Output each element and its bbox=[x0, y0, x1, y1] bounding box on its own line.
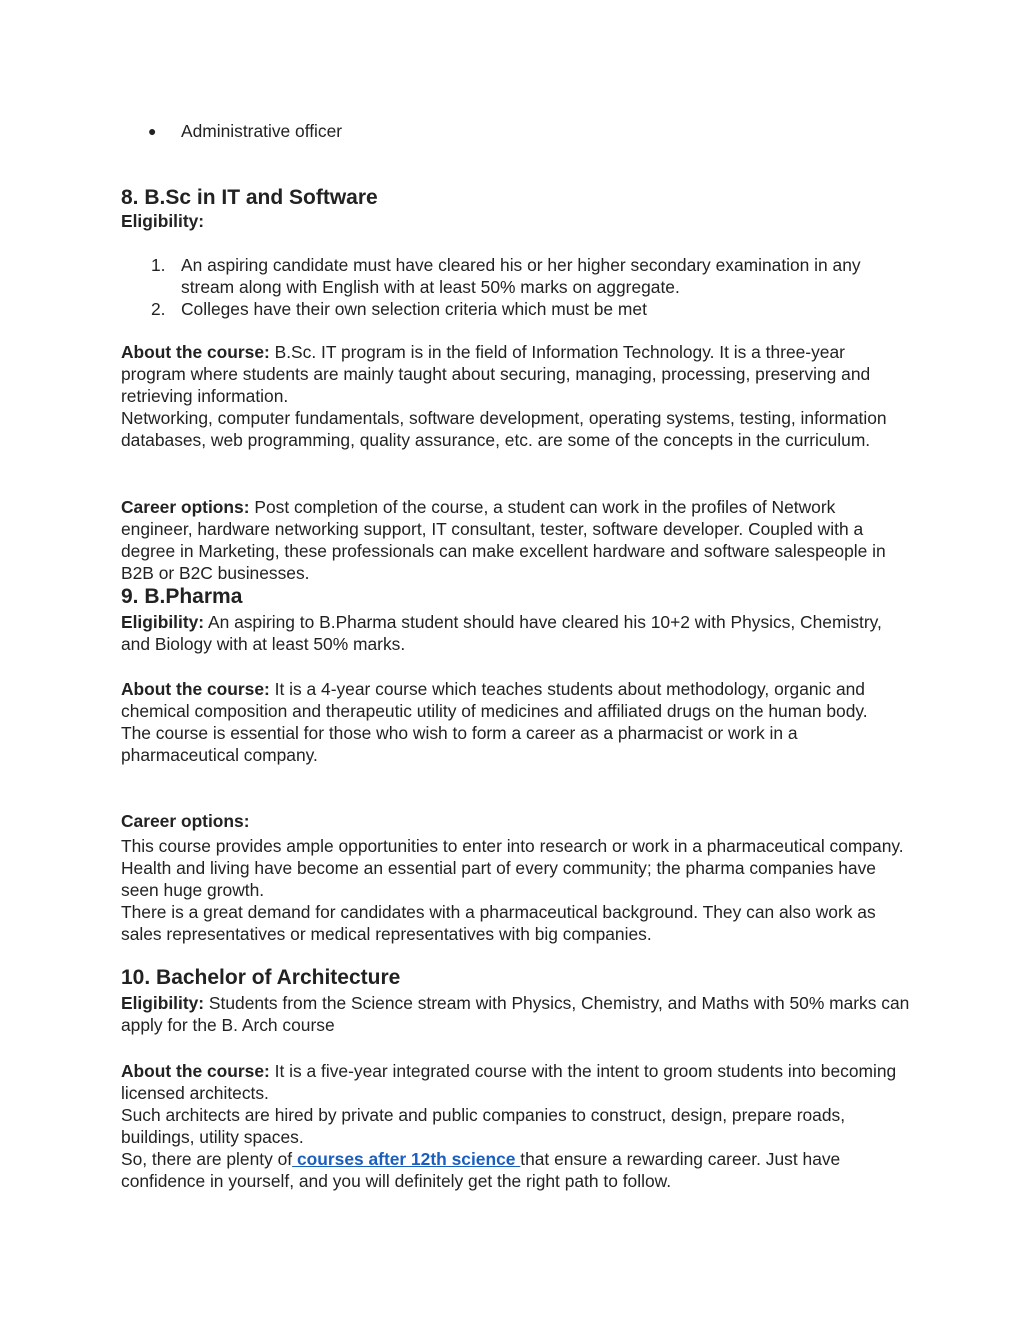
section-heading-bpharma: 9. B.Pharma bbox=[121, 585, 243, 608]
about-course-text: It is a 4-year course which teaches students about methodology, organic and chemical composition and therapeutic utility of medicines and affiliated drugs on the human body. bbox=[121, 679, 868, 721]
bullet-icon: ● bbox=[148, 123, 157, 139]
eligibility-label: Eligibility: bbox=[121, 993, 205, 1013]
about-course-label: About the course: bbox=[121, 679, 270, 699]
list-number: 2. bbox=[151, 299, 166, 319]
eligibility-text: An aspiring to B.Pharma student should have cleared his 10+2 with Physics, Chemistry, and Biology with at least 50% marks. bbox=[121, 612, 882, 654]
career-options-paragraph bbox=[121, 496, 911, 584]
career-options-paragraph bbox=[121, 835, 911, 945]
closing-text-after: that ensure a rewarding career. Just have confidence in yourself, and you will definitely get the right path to follow. bbox=[121, 1149, 841, 1191]
about-course-paragraph bbox=[121, 341, 911, 451]
eligibility-text: Students from the Science stream with Physics, Chemistry, and Maths with 50% marks can apply for the B. Arch course bbox=[121, 993, 910, 1035]
career-options-text-1: This course provides ample opportunities to enter into research or work in a pharmaceutical company. bbox=[121, 836, 904, 856]
eligibility-label: Eligibility: bbox=[121, 612, 205, 632]
about-course-text: It is a five-year integrated course with the intent to groom students into becoming licensed architects. bbox=[121, 1061, 897, 1103]
list-item-text: Administrative officer bbox=[181, 121, 343, 141]
about-course-text-2: Such architects are hired by private and public companies to construct, design, prepare roads, buildings, utility spaces. bbox=[121, 1105, 846, 1147]
about-course-text: B.Sc. IT program is in the field of Information Technology. It is a three-year program where students are mainly taught about securing, managing, processing, preserving and retrieving information. bbox=[121, 342, 871, 406]
closing-text-before: So, there are plenty of bbox=[121, 1149, 293, 1169]
section-heading-bsc-it: 8. B.Sc in IT and Software bbox=[121, 186, 378, 209]
eligibility-paragraph bbox=[121, 992, 911, 1036]
list-item-text: Colleges have their own selection criteria which must be met bbox=[181, 299, 647, 319]
about-course-label: About the course: bbox=[121, 342, 270, 362]
about-course-paragraph bbox=[121, 678, 911, 766]
career-options-text: Post completion of the course, a student can work in the profiles of Network engineer, hardware networking support, IT consultant, tester, software developer. Coupled with a degree in Marketing, these professionals can make excellent hardware and software salespeople in B2B or B2C businesses. bbox=[121, 497, 886, 583]
about-course-label: About the course: bbox=[121, 1061, 270, 1081]
about-course-text-2: Networking, computer fundamentals, software development, operating systems, testing, information databases, web programming, quality assurance, etc. are some of the concepts in the curriculum. bbox=[121, 408, 887, 450]
about-course-text-2: The course is essential for those who wish to form a career as a pharmacist or work in a pharmaceutical company. bbox=[121, 723, 798, 765]
career-options-label: Career options: bbox=[121, 497, 250, 517]
about-course-paragraph bbox=[121, 1060, 911, 1192]
section-heading-architecture: 10. Bachelor of Architecture bbox=[121, 966, 401, 989]
career-options-label: Career options: bbox=[121, 811, 250, 831]
closing-paragraph bbox=[121, 1148, 911, 1192]
list-item-text: An aspiring candidate must have cleared his or her higher secondary examination in any stream along with English with at least 50% marks on aggregate. bbox=[181, 255, 861, 297]
list-number: 1. bbox=[151, 255, 166, 275]
courses-after-12th-science-link[interactable]: courses after 12th science bbox=[292, 1149, 521, 1169]
career-options-text-3: There is a great demand for candidates with a pharmaceutical background. They can also work as sales representatives or medical representatives with big companies. bbox=[121, 902, 876, 944]
eligibility-label: Eligibility: bbox=[121, 211, 205, 231]
career-options-text-2: Health and living have become an essential part of every community; the pharma companies have seen huge growth. bbox=[121, 858, 876, 900]
eligibility-paragraph bbox=[121, 611, 911, 655]
